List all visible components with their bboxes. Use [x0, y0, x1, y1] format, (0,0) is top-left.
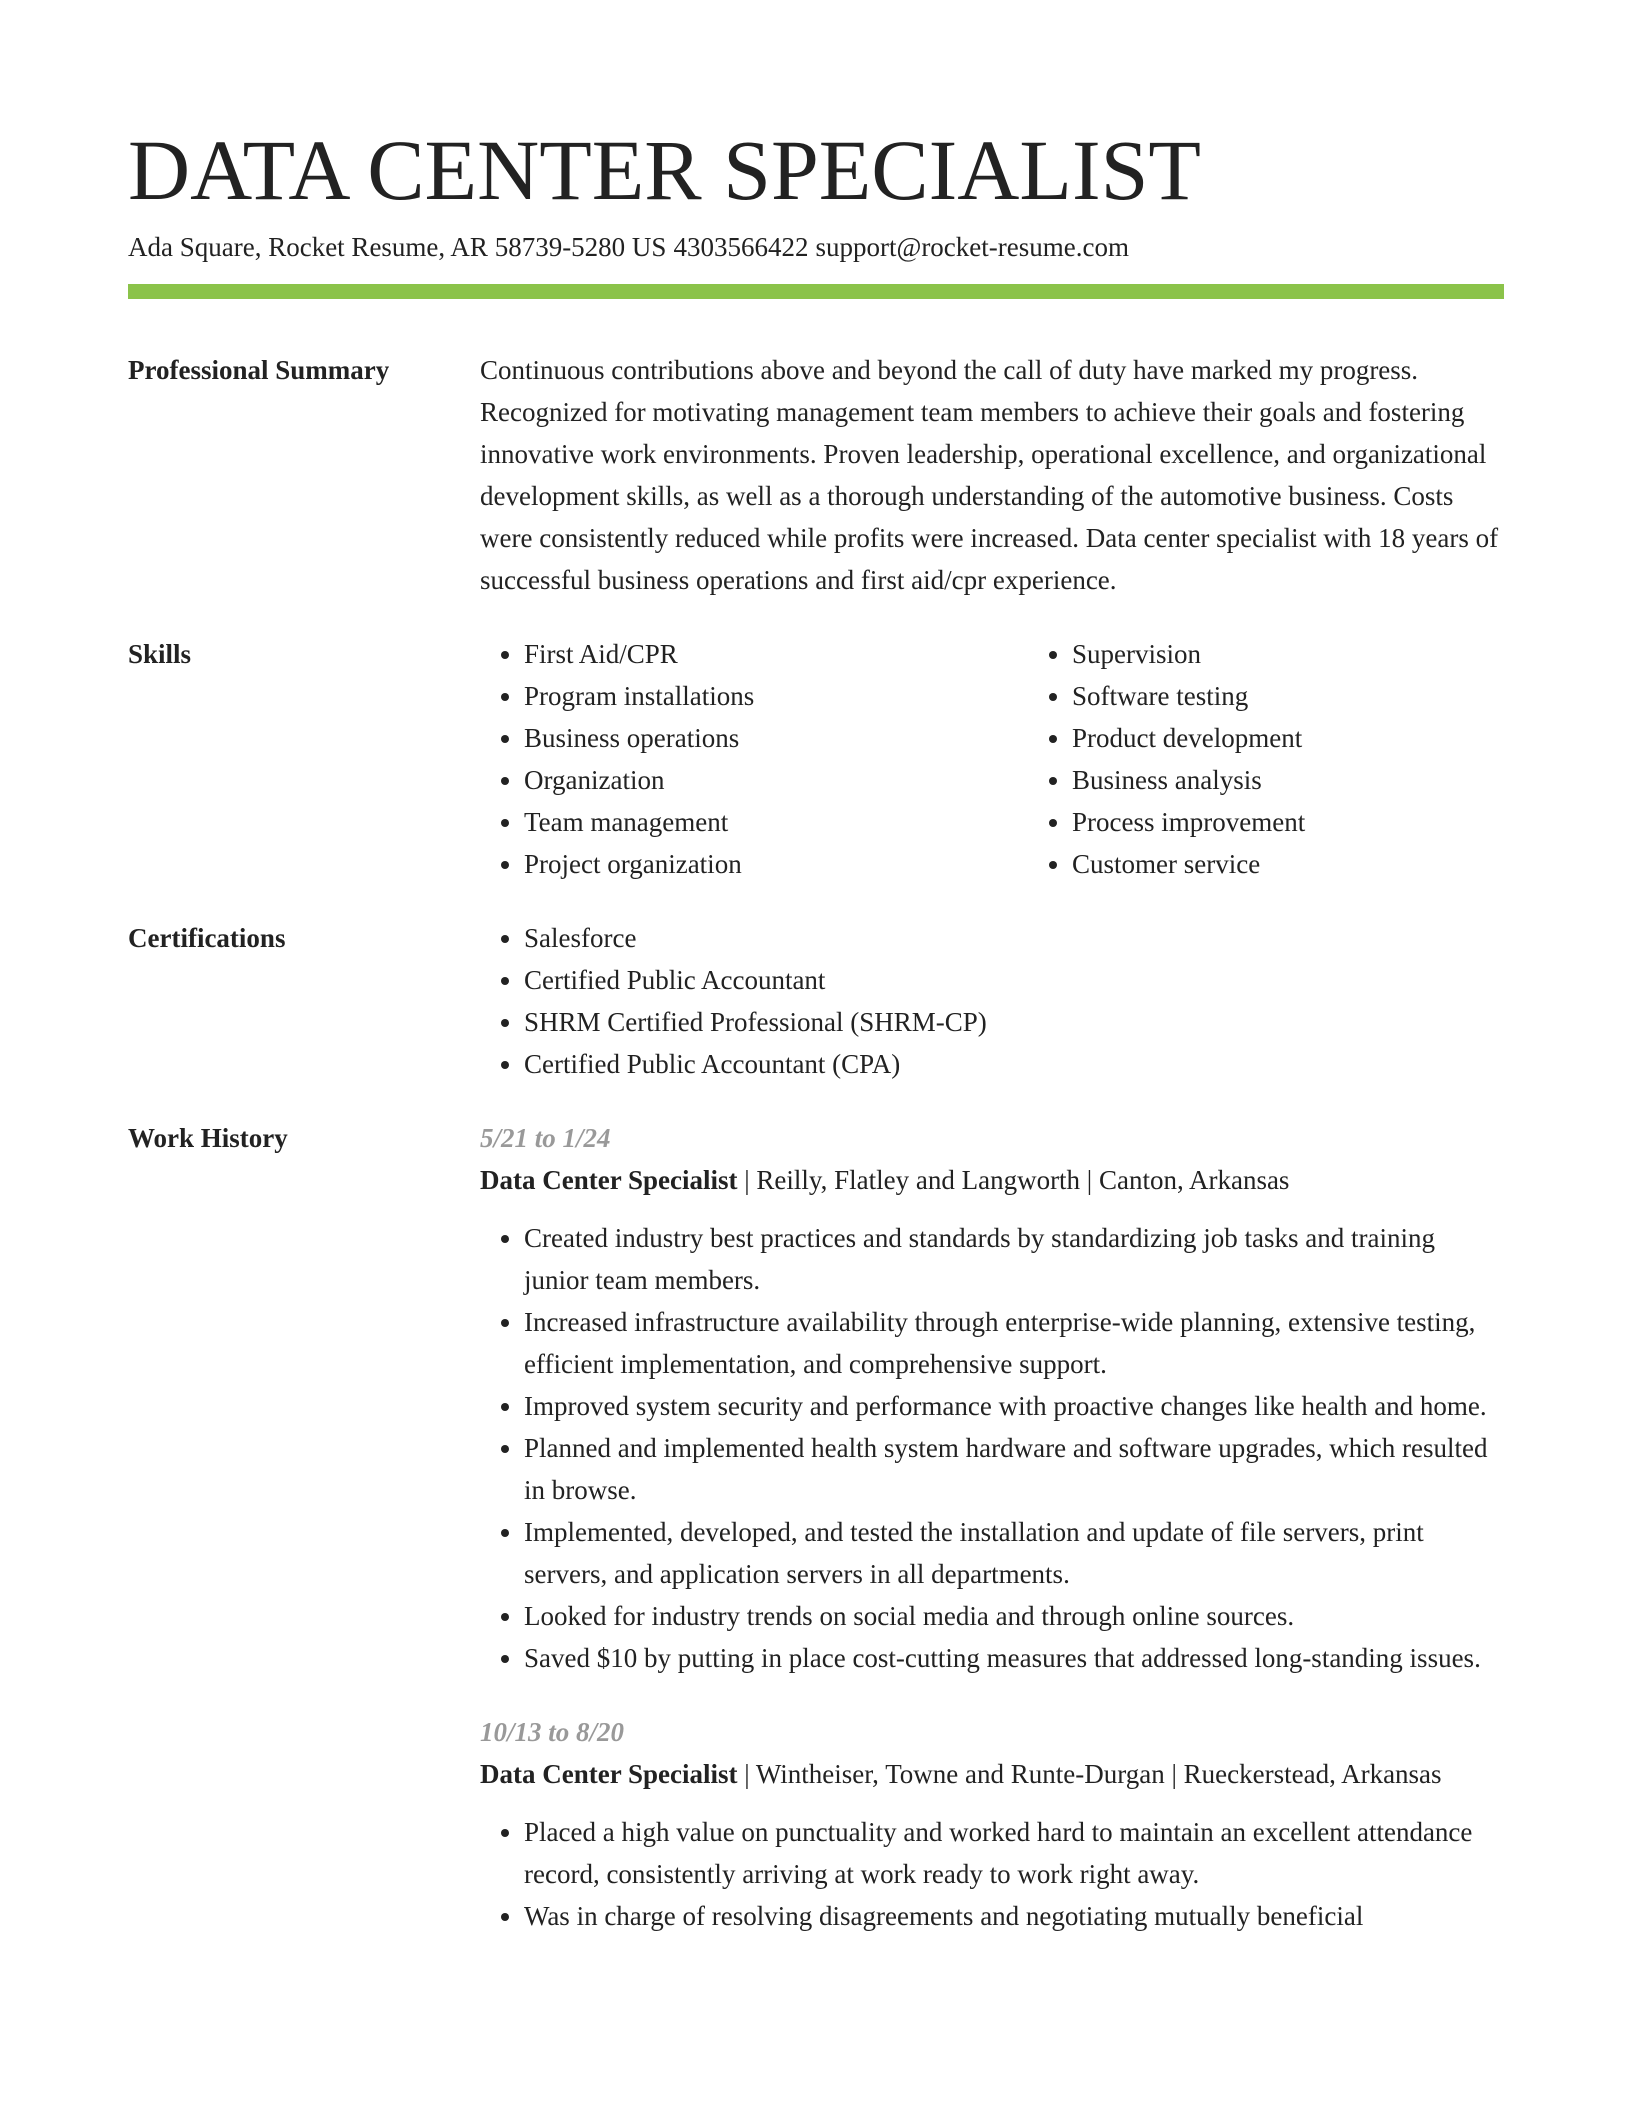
summary-text: Continuous contributions above and beyond the call of duty have marked my progress. Recognized for motivating management team members to achieve their goals and fostering innovative work environments. Proven leadership, operational excellence, and organizational development skills, as well as a thorough understanding of the automotive business. Costs were consistently reduced while profits were increased. Data center specialist with 18 years of successful business operations and first aid/cpr experience. — [480, 355, 1499, 595]
job-bullet: • Created industry best practices and standards by standardizing job tasks and training junior team members. — [524, 1217, 1504, 1301]
skill-item: • Team management — [524, 801, 1028, 843]
summary-section — [128, 349, 1504, 601]
job-details: | Reilly, Flatley and Langworth | Canton, Arkansas — [737, 1165, 1290, 1195]
skill-item: • Project organization — [524, 843, 1028, 885]
certification-item: • Certified Public Accountant (CPA) — [524, 1043, 1504, 1085]
job-bullet: • Planned and implemented health system hardware and software upgrades, which resulted in browse. — [524, 1427, 1504, 1511]
certification-item: • Certified Public Accountant — [524, 959, 1504, 1001]
job-title: Data Center Specialist — [480, 1165, 738, 1195]
skills-label: Skills — [128, 639, 192, 669]
job-dates: 10/13 to 8/20 — [480, 1717, 625, 1747]
job-bullets — [480, 1811, 1504, 1937]
job-bullet: • Increased infrastructure availability through enterprise-wide planning, extensive testing, efficient implementation, and comprehensive support. — [524, 1301, 1504, 1385]
summary-label: Professional Summary — [128, 355, 390, 385]
job-bullet: • Saved $10 by putting in place cost-cutting measures that addressed long-standing issues. — [524, 1637, 1504, 1679]
skill-item: • Process improvement — [1072, 801, 1576, 843]
job-title-line — [480, 1753, 1504, 1795]
skill-item: • Business operations — [524, 717, 1028, 759]
contact-phone: 4303566422 — [673, 232, 809, 262]
contact-line — [128, 230, 1504, 264]
job-title: Data Center Specialist — [480, 1759, 738, 1789]
certifications-label: Certifications — [128, 923, 286, 953]
job-bullet: • Was in charge of resolving disagreements and negotiating mutually beneficial — [524, 1895, 1504, 1937]
header-divider — [128, 284, 1504, 299]
job-bullet: • Implemented, developed, and tested the installation and update of file servers, print servers, and application servers in all departments. — [524, 1511, 1504, 1595]
skills-list-left — [480, 633, 1028, 885]
skill-item: • Software testing — [1072, 675, 1576, 717]
work-history-label: Work History — [128, 1123, 288, 1153]
job-dates: 5/21 to 1/24 — [480, 1123, 611, 1153]
work-history-section — [128, 1117, 1504, 1937]
skills-section — [128, 633, 1504, 885]
contact-email: support@rocket-resume.com — [815, 232, 1129, 262]
job-details: | Wintheiser, Towne and Runte-Durgan | Rueckerstead, Arkansas — [737, 1759, 1442, 1789]
skill-item: • Product development — [1072, 717, 1576, 759]
skill-item: • Business analysis — [1072, 759, 1576, 801]
skills-list-right — [1028, 633, 1576, 885]
skill-item: • Customer service — [1072, 843, 1576, 885]
skill-item: • First Aid/CPR — [524, 633, 1028, 675]
certifications-list — [480, 917, 1504, 1085]
job-bullet: • Looked for industry trends on social media and through online sources. — [524, 1595, 1504, 1637]
certifications-section — [128, 917, 1504, 1085]
skill-item: • Supervision — [1072, 633, 1576, 675]
job-bullet: • Placed a high value on punctuality and worked hard to maintain an excellent attendance record, consistently arriving at work ready to work right away. — [524, 1811, 1504, 1895]
contact-address: Ada Square, Rocket Resume, AR 58739-5280 US — [128, 232, 667, 262]
skill-item: • Organization — [524, 759, 1028, 801]
job-bullet: • Improved system security and performance with proactive changes like health and home. — [524, 1385, 1504, 1427]
certification-item: • SHRM Certified Professional (SHRM-CP) — [524, 1001, 1504, 1043]
skill-item: • Program installations — [524, 675, 1028, 717]
resume-name: DATA CENTER SPECIALIST — [128, 122, 1201, 218]
job-entry — [480, 1711, 1504, 1937]
job-entry — [480, 1117, 1504, 1679]
resume-page — [128, 120, 1504, 1937]
job-title-line — [480, 1159, 1504, 1201]
job-bullets — [480, 1217, 1504, 1679]
certification-item: • Salesforce — [524, 917, 1504, 959]
